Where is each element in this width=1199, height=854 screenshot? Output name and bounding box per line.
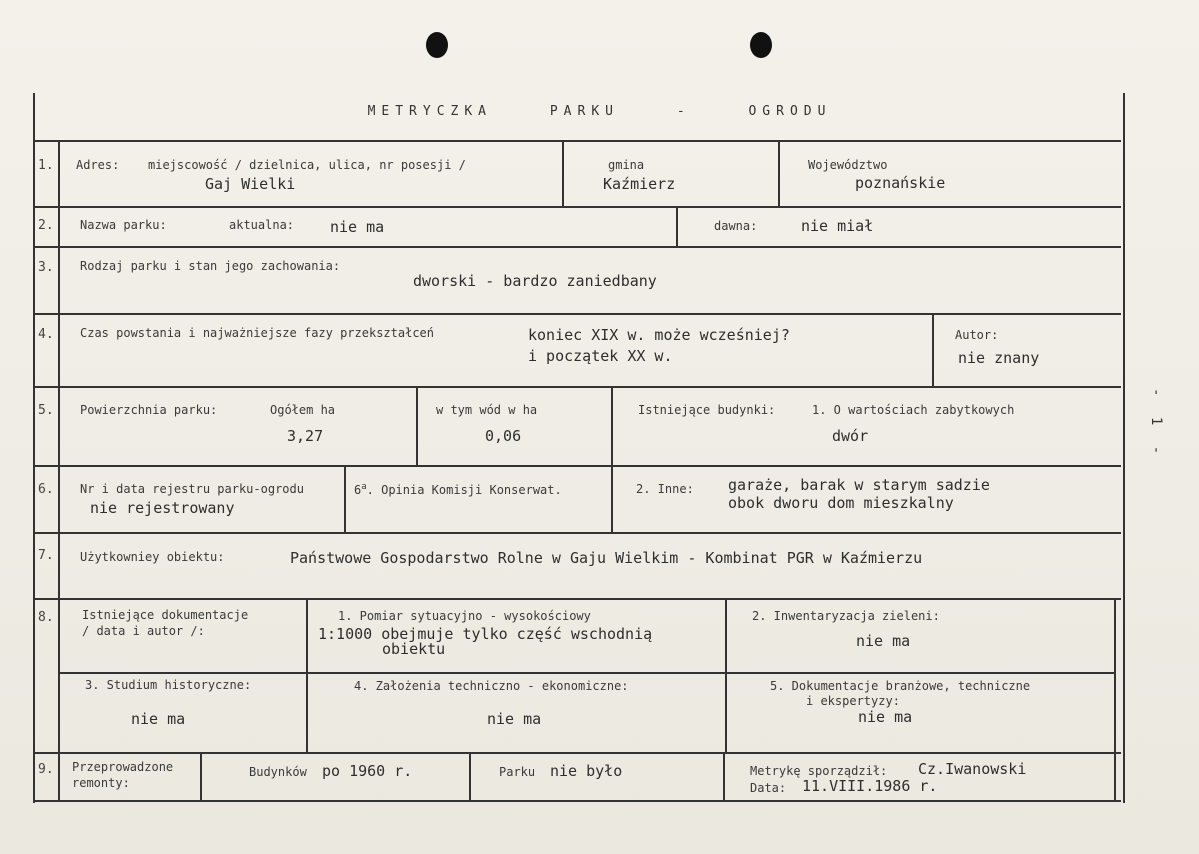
other-buildings-label: 2. Inne: (636, 482, 694, 496)
date-label: Data: (750, 781, 787, 795)
park-name-label: Nazwa parku: (80, 218, 167, 232)
divider-r4 (932, 313, 934, 386)
page-number: - 1 - (1148, 388, 1164, 461)
branch-docs-label-line2: i ekspertyzy: (806, 694, 900, 708)
survey-value-line1: 1:1000 obejmuje tylko część wschodnią (318, 625, 653, 643)
origin-label: Czas powstania i najważniejsze fazy przekształceń (80, 326, 435, 340)
survey-label: 1. Pomiar sytuacyjno - wysokościowy (338, 609, 591, 623)
title-word-1: METRYCZKA (367, 104, 493, 119)
row-number-1: 1. (38, 158, 54, 173)
total-area-label: Ogółem ha (270, 403, 336, 417)
divider-r5-b (611, 386, 613, 465)
park-type-value: dworski - bardzo zaniedbany (413, 272, 657, 290)
water-area-label: w tym wód w ha (436, 403, 538, 417)
voivodeship-label: Województwo (808, 158, 888, 172)
date-value: 11.VIII.1986 r. (802, 777, 938, 795)
prepared-by-value: Cz.Iwanowski (918, 760, 1027, 778)
row-number-7: 7. (38, 548, 54, 563)
rule-row1-top (33, 140, 1121, 142)
row-number-4: 4. (38, 327, 54, 342)
conservation-opinion-label (354, 482, 562, 497)
row-number-6: 6. (38, 482, 54, 497)
divider-r5-a (416, 386, 418, 465)
rule-row4-top (33, 313, 1121, 315)
current-name-value: nie ma (330, 218, 385, 236)
total-area-value: 3,27 (287, 427, 324, 445)
former-name-label: dawna: (714, 219, 758, 233)
opinion-text: . Opinia Komisji Konserwat. (366, 483, 562, 497)
repairs-park-label: Parku (499, 765, 536, 779)
repairs-park-value: nie było (550, 762, 623, 780)
address-label: Adres: (76, 158, 120, 172)
divider-r1-b (778, 140, 780, 206)
rule-row9-top (33, 752, 1121, 754)
row-number-5: 5. (38, 403, 54, 418)
title-word-3: - (676, 104, 691, 119)
rule-row5-top (33, 386, 1121, 388)
punch-hole-left (426, 32, 448, 58)
buildings-historic-label: 1. O wartościach zabytkowych (812, 403, 1015, 417)
repairs-label-line2: remonty: (72, 776, 130, 790)
other-buildings-line1: garaże, barak w starym sadzie (728, 476, 990, 494)
row-number-9: 9. (38, 762, 54, 777)
history-study-value: nie ma (131, 710, 186, 728)
divider-r2 (676, 206, 678, 246)
title-word-2: PARKU (549, 104, 619, 119)
voivodeship-value: poznańskie (855, 174, 946, 192)
author-label: Autor: (955, 328, 999, 342)
users-value: Państwowe Gospodarstwo Rolne w Gaju Wielkim - Kombinat PGR w Kaźmierzu (290, 549, 923, 567)
rule-row8-top (33, 598, 1121, 600)
other-buildings-line2: obok dworu dom mieszkalny (728, 494, 954, 512)
address-sublabel: miejscowość / dzielnica, ulica, nr posesji / (148, 158, 466, 172)
repairs-buildings-label: Budynków (249, 765, 307, 779)
rule-row8-mid (60, 672, 1116, 674)
water-area-value: 0,06 (485, 427, 522, 445)
greenery-label: 2. Inwentaryzacja zieleni: (752, 609, 940, 623)
buildings-label: Istniejące budynki: (638, 403, 776, 417)
divider-r9-right (1114, 752, 1116, 800)
register-label: Nr i data rejestru parku-ogrodu (80, 482, 304, 496)
divider-r6-b (611, 465, 613, 532)
divider-r8-a (306, 598, 308, 752)
branch-docs-label-line1: 5. Dokumentacje branżowe, techniczne (770, 679, 1031, 693)
register-value: nie rejestrowany (90, 499, 235, 517)
punch-hole-right (750, 32, 772, 58)
author-value: nie znany (958, 349, 1040, 367)
branch-docs-value: nie ma (858, 708, 913, 726)
row-number-3: 3. (38, 260, 54, 275)
number-column-divider (58, 140, 60, 800)
form-frame (33, 93, 1125, 803)
tech-econ-label: 4. Założenia techniczno - ekonomiczne: (354, 679, 629, 693)
gmina-label: gmina (608, 158, 645, 172)
users-label: Użytkowniey obiektu: (80, 550, 225, 564)
rule-row7-top (33, 532, 1121, 534)
divider-r8-right (1114, 598, 1116, 752)
documents-label-line2: / data i autor /: (82, 624, 205, 638)
rule-bottom (33, 800, 1121, 802)
row-number-2: 2. (38, 218, 54, 233)
opinion-number: 6 (354, 483, 362, 497)
rule-row2-top (33, 206, 1121, 208)
history-study-label: 3. Studium historyczne: (85, 678, 252, 692)
divider-r8-b (725, 598, 727, 752)
divider-r9-b (469, 752, 471, 800)
repairs-label-line1: Przeprowadzone (72, 760, 174, 774)
origin-value-line2: i początek XX w. (528, 347, 673, 365)
greenery-value: nie ma (856, 632, 911, 650)
divider-r6-a (344, 465, 346, 532)
park-type-label: Rodzaj parku i stan jego zachowania: (80, 259, 341, 273)
opinion-superscript: a (361, 482, 367, 492)
title-word-4: OGRODU (748, 104, 832, 119)
divider-r9-a (200, 752, 202, 800)
prepared-by-label: Metrykę sporządził: (750, 764, 888, 778)
address-value: Gaj Wielki (205, 175, 296, 193)
area-label: Powierzchnia parku: (80, 403, 218, 417)
current-name-label: aktualna: (229, 218, 295, 232)
row-number-8: 8. (38, 610, 54, 625)
origin-value-line1: koniec XIX w. może wcześniej? (528, 326, 790, 344)
divider-r1-a (562, 140, 564, 206)
rule-row6-top (33, 465, 1121, 467)
former-name-value: nie miał (801, 217, 874, 235)
buildings-historic-value: dwór (832, 427, 869, 445)
gmina-value: Kaźmierz (603, 175, 676, 193)
rule-row3-top (33, 246, 1121, 248)
repairs-buildings-value: po 1960 r. (322, 762, 413, 780)
documents-label-line1: Istniejące dokumentacje (82, 608, 249, 622)
divider-r9-c (723, 752, 725, 800)
tech-econ-value: nie ma (487, 710, 542, 728)
survey-value-line2: obiektu (382, 640, 446, 658)
